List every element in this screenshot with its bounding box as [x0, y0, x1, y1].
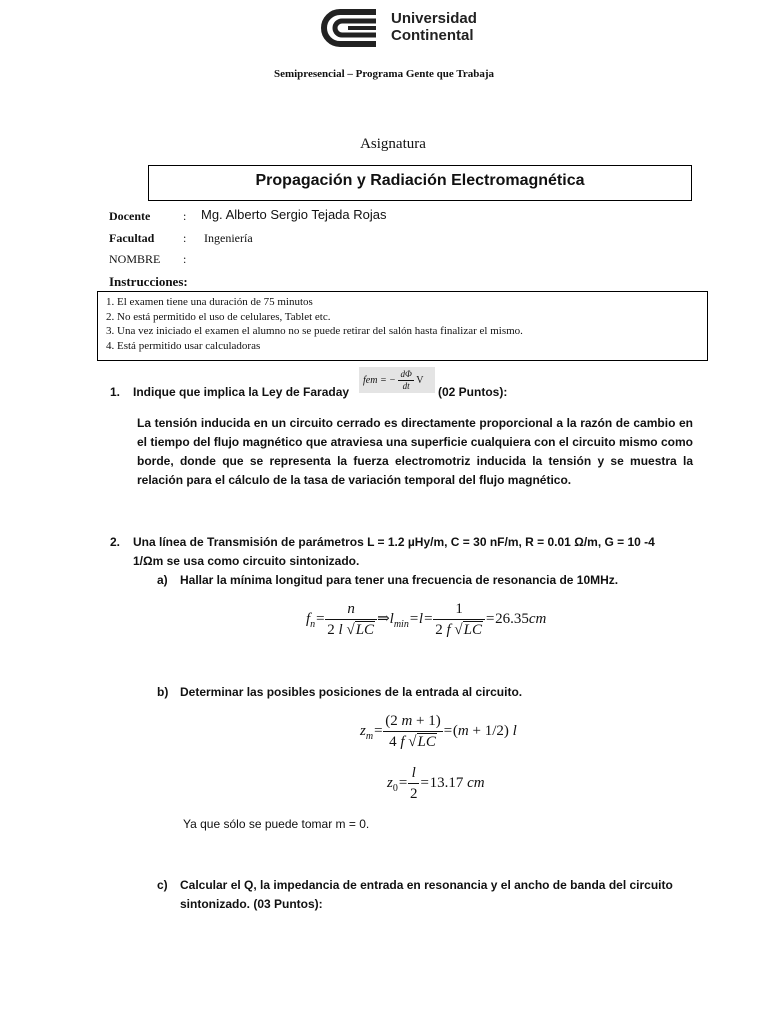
- logo-line-2: Continental: [391, 27, 474, 44]
- formula-a-result: 26.35: [495, 610, 529, 627]
- docente-label: Docente: [109, 209, 151, 223]
- facultad-label: Facultad: [109, 231, 155, 245]
- facultad-value: Ingeniería: [204, 231, 253, 245]
- facultad-colon: :: [183, 231, 187, 245]
- formula-b-frac-2: $\frac{l}{2}$: [409, 765, 418, 802]
- q1-points: (02 Puntos):: [438, 385, 508, 399]
- instruction-item: 4. Está permitido usar calculadoras: [106, 339, 261, 352]
- instructions-box: [97, 291, 708, 361]
- formula-b-result: 13.17: [429, 774, 464, 791]
- faraday-fraction: [398, 370, 413, 391]
- instruction-item: 2. No está permitido el uso de celulares, Tablet etc.: [106, 310, 331, 323]
- logo-line-1: Universidad: [391, 10, 477, 27]
- q2a-label: a): [157, 573, 168, 587]
- q1-number: 1.: [110, 385, 121, 399]
- faraday-unit: V: [416, 374, 424, 386]
- university-logo-icon: [318, 8, 380, 48]
- q2c-line-1: Calcular el Q, la impedancia de entrada en resonancia y el ancho de banda del circuito: [180, 878, 673, 892]
- formula-a-frac-1: $\frac{n}{2 l √LC}$: [325, 600, 377, 639]
- faraday-formula: [363, 370, 424, 391]
- faraday-num: dΦ: [400, 369, 412, 379]
- docente-colon: :: [183, 209, 187, 223]
- course-title-box: [148, 165, 692, 201]
- q2-line-2: 1/Ωm se usa como circuito sintonizado.: [133, 554, 360, 568]
- q2b-text: Determinar las posibles posiciones de la entrada al circuito.: [180, 685, 523, 699]
- q2c-label: c): [157, 878, 168, 892]
- formula-b-frac-1: $\frac{(2 m + 1)}{4 f √LC}$: [385, 713, 441, 750]
- program-title: Semipresencial – Programa Gente que Trabaja: [273, 68, 495, 80]
- formula-b-2: $z_0=$ $\frac{l}{2}$ =13.17 cm: [387, 765, 485, 802]
- q2b-label: b): [157, 685, 169, 699]
- faraday-formula-image: [359, 367, 435, 393]
- formula-a-frac-2: $\frac{1}{2 f √LC}$: [433, 600, 485, 639]
- instructions-label: Instrucciones:: [109, 274, 188, 289]
- q2-line-1: Una línea de Transmisión de parámetros L = 1.2 µHy/m, C = 30 nF/m, R = 0.01 Ω/m, G = 10 -4: [133, 535, 655, 549]
- q1-text: Indique que implica la Ley de Faraday: [133, 385, 350, 399]
- faraday-lhs: fem = −: [363, 374, 396, 386]
- subject-label: Asignatura: [360, 136, 426, 152]
- q2a-text: Hallar la mínima longitud para tener una frecuencia de resonancia de 10MHz.: [180, 573, 619, 587]
- q2-number: 2.: [110, 535, 121, 549]
- instruction-item: 1. El examen tiene una duración de 75 minutos: [106, 296, 313, 308]
- formula-a: $f_n=$ $\frac{n}{2 l √LC}$ $\Rightarrow l_{min}=l=$ $\frac{1}{2 f √LC}$ =26.35cm: [306, 601, 547, 638]
- q2c-line-2: sintonizado. (03 Puntos):: [180, 897, 323, 911]
- formula-b-1: $z_m=$ $\frac{(2 m + 1)}{4 f √LC}$ =(m + 1/2) l: [360, 713, 517, 750]
- q2b-note: Ya que sólo se puede tomar m = 0.: [183, 817, 370, 831]
- course-title: Propagación y Radiación Electromagnética: [255, 172, 585, 189]
- nombre-label: NOMBRE: [109, 252, 161, 266]
- instruction-item: 3. Una vez iniciado el examen el alumno no se puede retirar del salón hasta finalizar el mismo.: [106, 325, 523, 337]
- instructions-list: [106, 295, 523, 353]
- formula-b-unit: cm: [467, 774, 485, 791]
- docente-value: Mg. Alberto Sergio Tejada Rojas: [201, 207, 387, 222]
- logo-text: [391, 10, 477, 44]
- nombre-colon: :: [183, 252, 187, 266]
- faraday-den: dt: [402, 381, 410, 391]
- q1-answer: La tensión inducida en un circuito cerrado es directamente proporcional a la razón de cambio en el tiempo del flujo magnético que atraviesa una superficie cualquiera con el circuito mismo como borde, donde que se representa la fuerza electromotriz inducida la tensión y se muestra la relación para el cálculo de la tasa de variación temporal del flujo magnético.: [137, 416, 693, 487]
- formula-a-unit: cm: [528, 610, 547, 627]
